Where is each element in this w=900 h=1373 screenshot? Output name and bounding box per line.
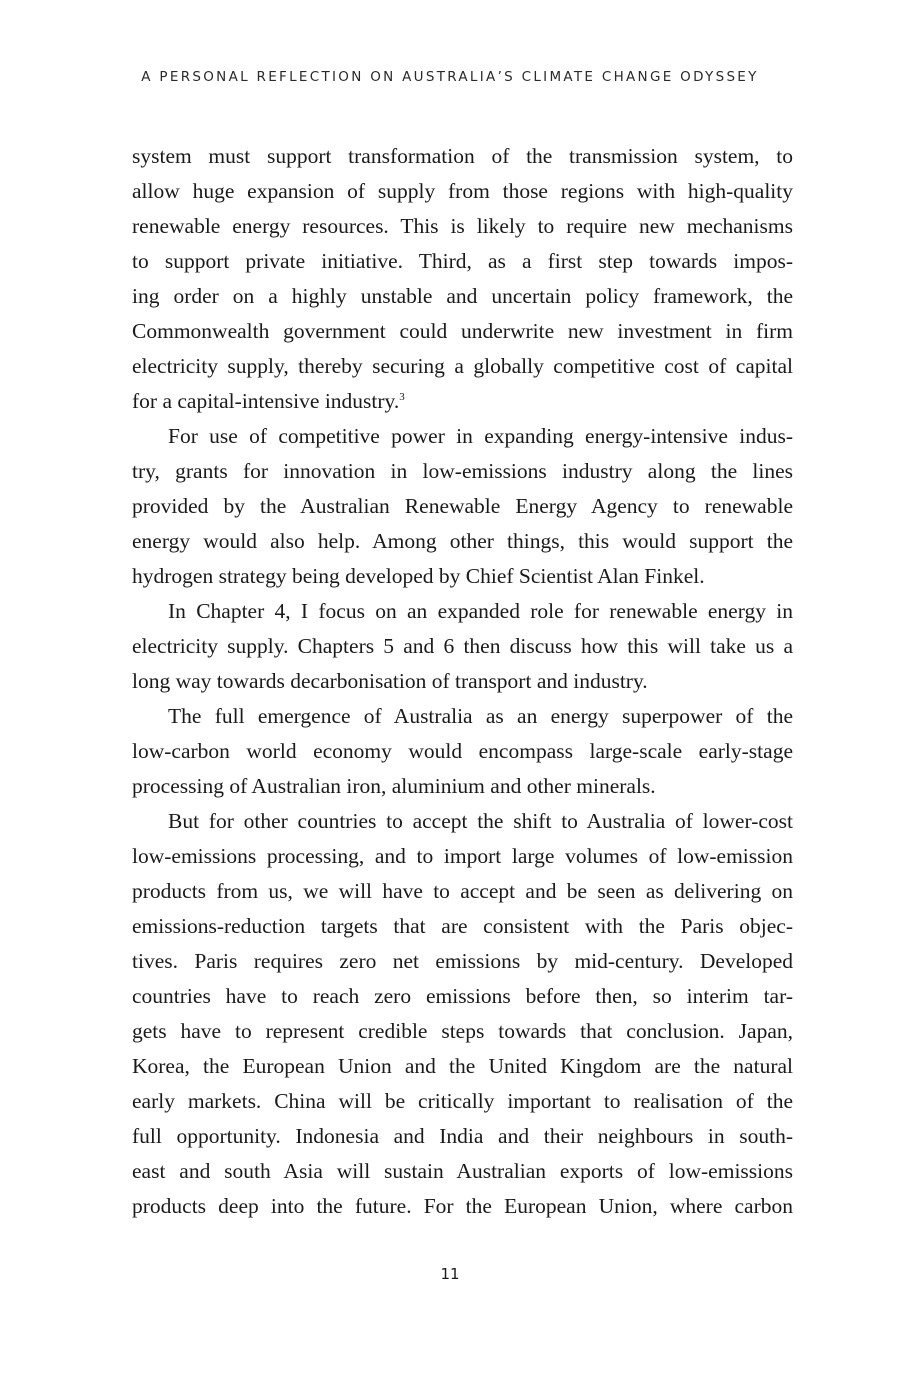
text-line: For use of competitive power in expanding energy-intensive indus- bbox=[168, 424, 793, 448]
text-line: long way towards decarbonisation of transport and industry. bbox=[132, 669, 648, 693]
text-line: products deep into the future. For the European Union, where carbon bbox=[132, 1194, 793, 1218]
text-line: Commonwealth government could underwrite new investment in firm bbox=[132, 319, 793, 343]
text-line: products from us, we will have to accept and be seen as delivering on bbox=[132, 879, 793, 903]
text-line: electricity supply, thereby securing a globally competitive cost of capital bbox=[132, 354, 793, 378]
paragraph bbox=[132, 699, 793, 804]
text-line: try, grants for innovation in low-emissions industry along the lines bbox=[132, 459, 793, 483]
text-line: allow huge expansion of supply from those regions with high-quality bbox=[132, 179, 793, 203]
text-line: hydrogen strategy being developed by Chief Scientist Alan Finkel. bbox=[132, 564, 705, 588]
text-line: provided by the Australian Renewable Energy Agency to renewable bbox=[132, 494, 793, 518]
text-line: emissions-reduction targets that are consistent with the Paris objec- bbox=[132, 914, 793, 938]
text-line: low-emissions processing, and to import large volumes of low-emission bbox=[132, 844, 793, 868]
paragraph bbox=[132, 139, 793, 419]
text-line: Korea, the European Union and the United Kingdom are the natural bbox=[132, 1054, 793, 1078]
text-line: system must support transformation of the transmission system, to bbox=[132, 144, 793, 168]
text-line: to support private initiative. Third, as a first step towards impos- bbox=[132, 249, 793, 273]
page-number: 11 bbox=[440, 1265, 460, 1283]
paragraph bbox=[132, 419, 793, 594]
text-line: low-carbon world economy would encompass large-scale early-stage bbox=[132, 739, 793, 763]
text-line: The full emergence of Australia as an energy superpower of the bbox=[168, 704, 793, 728]
text-line: early markets. China will be critically important to realisation of the bbox=[132, 1089, 793, 1113]
text-line: renewable energy resources. This is likely to require new mechanisms bbox=[132, 214, 793, 238]
text-line: full opportunity. Indonesia and India and their neighbours in south- bbox=[132, 1124, 793, 1148]
text-line: But for other countries to accept the shift to Australia of lower-cost bbox=[168, 809, 793, 833]
body-text bbox=[132, 139, 793, 1224]
text-line: countries have to reach zero emissions before then, so interim tar- bbox=[132, 984, 793, 1008]
text-line: processing of Australian iron, aluminium and other minerals. bbox=[132, 774, 656, 798]
footnote-reference[interactable]: 3 bbox=[399, 390, 405, 403]
text-line: gets have to represent credible steps towards that conclusion. Japan, bbox=[132, 1019, 793, 1043]
paragraph bbox=[132, 804, 793, 1224]
text-line: electricity supply. Chapters 5 and 6 then discuss how this will take us a bbox=[132, 634, 793, 658]
text-line: east and south Asia will sustain Australian exports of low-emissions bbox=[132, 1159, 793, 1183]
text-line: In Chapter 4, I focus on an expanded role for renewable energy in bbox=[168, 599, 793, 623]
text-line bbox=[132, 384, 793, 419]
text-line: ing order on a highly unstable and uncertain policy framework, the bbox=[132, 284, 793, 308]
running-header: A PERSONAL REFLECTION ON AUSTRALIA’S CLIMATE CHANGE ODYSSEY bbox=[141, 69, 759, 85]
text-line: tives. Paris requires zero net emissions by mid-century. Developed bbox=[132, 949, 793, 973]
text-line: energy would also help. Among other things, this would support the bbox=[132, 529, 793, 553]
text-line-content: for a capital-intensive industry. bbox=[132, 389, 400, 413]
paragraph bbox=[132, 594, 793, 699]
